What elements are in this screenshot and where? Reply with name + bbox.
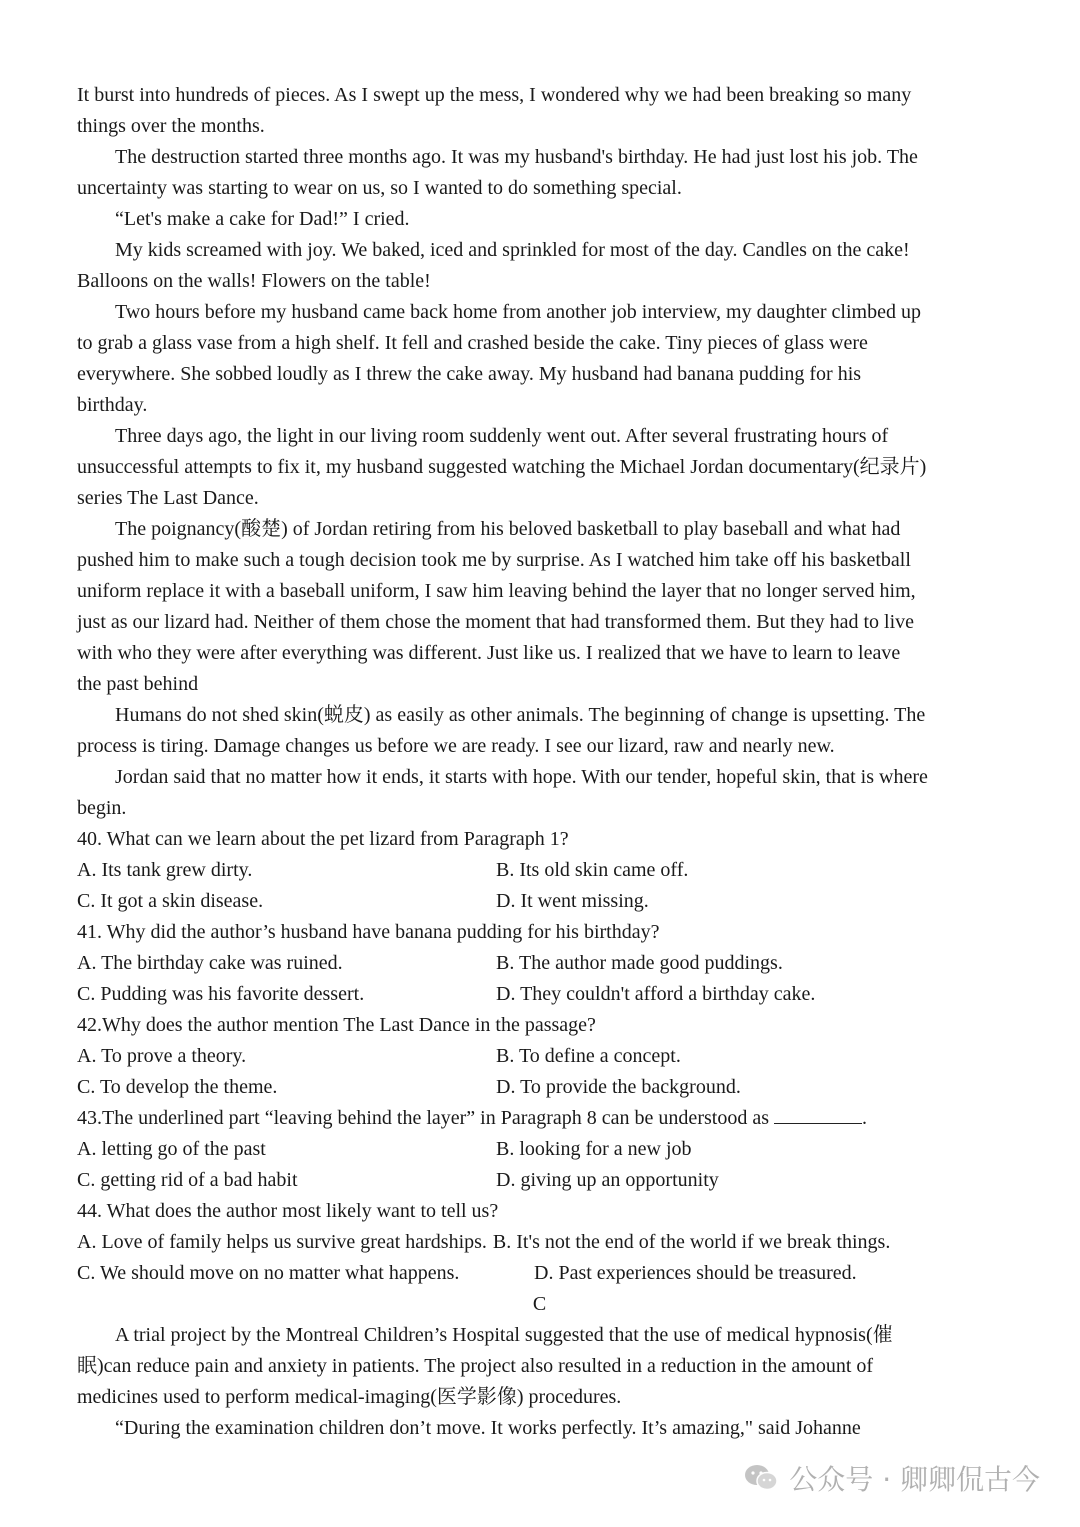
answer-option: A. To prove a theory. [77, 1045, 247, 1067]
text-line: process is tiring. Damage changes us before we are ready. I see our lizard, raw and nearly new. [77, 735, 835, 757]
option-row [77, 1041, 1002, 1072]
text-line: everywhere. She sobbed loudly as I threw the cake away. My husband had banana pudding for his [77, 363, 862, 385]
text-line: uncertainty was starting to wear on us, so I wanted to do something special. [77, 177, 682, 199]
answer-option: D. It went missing. [496, 890, 649, 912]
text-line: “Let's make a cake for Dad!” I cried. [115, 208, 410, 230]
text-line: to grab a glass vase from a high shelf. It fell and crashed beside the cake. Tiny pieces of glass were [77, 332, 868, 354]
text-line: pushed him to make such a tough decision took me by surprise. As I watched him take off his basketball [77, 549, 911, 571]
option-row [77, 1072, 1002, 1103]
text-line: birthday. [77, 394, 148, 416]
question-stem [77, 824, 1002, 855]
answer-option: B. To define a concept. [496, 1045, 681, 1067]
question-stem-text: 41. Why did the author’s husband have banana pudding for his birthday? [77, 921, 660, 943]
passage-c [77, 1320, 1002, 1444]
answer-option: D. Past experiences should be treasured. [534, 1262, 857, 1284]
answer-option: C. We should move on no matter what happens. [77, 1262, 460, 1284]
answer-option: C. To develop the theme. [77, 1076, 278, 1098]
passage-b [77, 80, 1002, 824]
answer-option: D. To provide the background. [496, 1076, 741, 1098]
text-line: Two hours before my husband came back home from another job interview, my daughter climbed up [115, 301, 921, 323]
option-row [77, 1258, 1002, 1289]
watermark [743, 1458, 1040, 1498]
question-stem-text: 44. What does the author most likely want to tell us? [77, 1200, 499, 1222]
answer-option: D. They couldn't afford a birthday cake. [496, 983, 816, 1005]
answer-option: C. getting rid of a bad habit [77, 1169, 298, 1191]
question-list [77, 824, 1002, 1289]
question-stem-text: 42.Why does the author mention The Last Dance in the passage? [77, 1014, 596, 1036]
text-line: A trial project by the Montreal Children’s Hospital suggested that the use of medical hypnosis(催 [115, 1324, 893, 1346]
text-line: unsuccessful attempts to fix it, my husband suggested watching the Michael Jordan documentary(纪录片) [77, 456, 927, 478]
text-line: Three days ago, the light in our living room suddenly went out. After several frustrating hours of [115, 425, 889, 447]
question-stem [77, 1196, 1002, 1227]
text-line: My kids screamed with joy. We baked, iced and sprinkled for most of the day. Candles on the cake! [115, 239, 910, 261]
text-line: with who they were after everything was different. Just like us. I realized that we have to learn to leave [77, 642, 901, 664]
text-line: Jordan said that no matter how it ends, it starts with hope. With our tender, hopeful skin, that is where [115, 766, 928, 788]
question-stem-text: 43.The underlined part “leaving behind the layer” in Paragraph 8 can be understood as [77, 1107, 769, 1129]
text-line: uniform replace it with a baseball uniform, I saw him leaving behind the layer that no longer served him, [77, 580, 916, 602]
answer-option: A. The birthday cake was ruined. [77, 952, 343, 974]
answer-option: C. Pudding was his favorite dessert. [77, 983, 365, 1005]
section-heading: C [532, 1293, 547, 1315]
answer-option: B. The author made good puddings. [496, 952, 783, 974]
answer-option: D. giving up an opportunity [496, 1169, 719, 1191]
text-line: “During the examination children don’t move. It works perfectly. It’s amazing," said Johanne [115, 1417, 861, 1439]
text-line: the past behind [77, 673, 199, 695]
text-line: medicines used to perform medical-imaging(医学影像) procedures. [77, 1386, 622, 1408]
text-line: It burst into hundreds of pieces. As I swept up the mess, I wondered why we had been breaking so many [77, 84, 912, 106]
exam-page [77, 80, 1002, 1444]
wechat-icon [743, 1463, 779, 1493]
watermark-text: 公众号 · 卿卿侃古今 [789, 1463, 1040, 1496]
answer-option: A. Love of family helps us survive great hardships. [77, 1231, 487, 1253]
text-line: begin. [77, 797, 127, 819]
option-row [77, 886, 1002, 917]
question-stem [77, 1103, 1002, 1134]
question-stem-text: 40. What can we learn about the pet lizard from Paragraph 1? [77, 828, 569, 850]
option-row [77, 1165, 1002, 1196]
answer-option: A. Its tank grew dirty. [77, 859, 253, 881]
option-row [77, 1227, 1002, 1258]
answer-option: B. looking for a new job [496, 1138, 692, 1160]
text-line: 眠)can reduce pain and anxiety in patients. The project also resulted in a reduction in the amount of [77, 1355, 874, 1377]
answer-option: B. Its old skin came off. [496, 859, 689, 881]
question-stem-end: . [861, 1107, 867, 1129]
answer-blank [774, 1105, 862, 1124]
text-line: Balloons on the walls! Flowers on the table! [77, 270, 431, 292]
text-line: The poignancy(酸楚) of Jordan retiring from his beloved basketball to play baseball and what had [115, 518, 901, 540]
text-line: Humans do not shed skin(蜕皮) as easily as other animals. The beginning of change is upsetting. The [115, 704, 926, 726]
text-line: just as our lizard had. Neither of them chose the moment that had transformed them. But they had to live [77, 611, 915, 633]
option-row [77, 979, 1002, 1010]
question-stem [77, 1010, 1002, 1041]
text-line: things over the months. [77, 115, 265, 137]
question-stem [77, 917, 1002, 948]
answer-option: A. letting go of the past [77, 1138, 266, 1160]
text-line: series The Last Dance. [77, 487, 259, 509]
text-line: The destruction started three months ago. It was my husband's birthday. He had just lost his job. The [115, 146, 918, 168]
option-row [77, 948, 1002, 979]
option-row [77, 855, 1002, 886]
answer-option: B. It's not the end of the world if we break things. [492, 1231, 891, 1253]
answer-option: C. It got a skin disease. [77, 890, 264, 912]
option-row [77, 1134, 1002, 1165]
